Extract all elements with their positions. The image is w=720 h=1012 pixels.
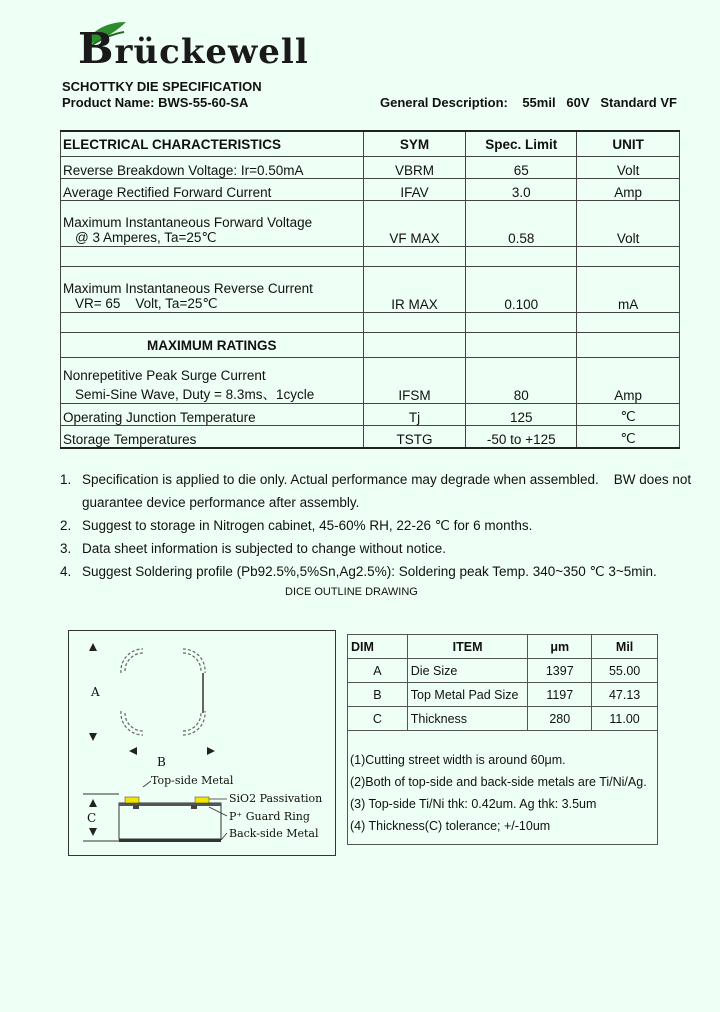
arrow-right-icon: [207, 747, 215, 755]
table-row: [61, 426, 680, 448]
doc-title: SCHOTTKY DIE SPECIFICATION: [62, 79, 262, 94]
row-name: Operating Junction Temperature: [61, 404, 364, 426]
table-row: [61, 404, 680, 426]
arrow-left-icon: [129, 747, 137, 755]
row-unit: Amp: [577, 179, 680, 201]
notes-list: [60, 468, 700, 583]
list-item: (4) Thickness(C) tolerance; +/-10um: [350, 819, 551, 833]
label-b: B: [157, 755, 166, 769]
row-unit: Volt: [577, 157, 680, 179]
table-row: [61, 179, 680, 201]
note-text: Suggest to storage in Nitrogen cabinet, 45-60% RH, 22-26 ℃ for 6 months.: [82, 518, 533, 533]
die-outline: [121, 649, 205, 735]
col-header-characteristic: ELECTRICAL CHARACTERISTICS: [61, 131, 364, 157]
label-c: C: [87, 811, 97, 825]
col-header-item: ITEM: [407, 635, 528, 659]
row-condition: @ 3 Amperes, Ta=25℃: [75, 230, 217, 245]
list-item: 1. Specification is applied to die only. Actual performance may degrade when assembled. BW does not guarantee device performance after assembly.: [60, 468, 700, 514]
arrow-down-icon: [89, 733, 97, 741]
table-row: B Top Metal Pad Size 1197 47.13: [348, 683, 658, 707]
max-ratings-title: MAXIMUM RATINGS: [61, 333, 364, 358]
back-metal-label: Back-side Metal: [229, 827, 319, 840]
row-limit: 0.100: [466, 267, 577, 313]
top-metal-label: Top-side Metal: [151, 774, 234, 787]
table-row: C Thickness 280 11.00: [348, 707, 658, 731]
arrow-up-icon: [89, 643, 97, 651]
list-item: (1)Cutting street width is around 60μm.: [350, 753, 566, 767]
col-header-limit: Spec. Limit: [466, 131, 577, 157]
row-unit: ℃: [577, 404, 680, 426]
col-header-sym: SYM: [363, 131, 466, 157]
row-limit: 3.0: [466, 179, 577, 201]
table-header-row: [61, 131, 680, 157]
row-name: Average Rectified Forward Current: [61, 179, 364, 201]
row-limit: 80: [466, 358, 577, 404]
row-condition: Semi-Sine Wave, Duty = 8.3ms、1cycle: [75, 387, 315, 402]
row-sym: VF MAX: [363, 201, 466, 247]
guard-ring-label: P⁺ Guard Ring: [229, 810, 310, 823]
row-name: Maximum Instantaneous Forward Voltage: [63, 215, 313, 230]
cross-section: [83, 781, 227, 842]
list-item: (2)Both of top-side and back-side metals are Ti/Ni/Ag.: [350, 775, 647, 789]
table-row: [61, 157, 680, 179]
row-limit: 65: [466, 157, 577, 179]
row-name: Storage Temperatures: [61, 426, 364, 448]
row-unit: Volt: [577, 201, 680, 247]
row-name: Reverse Breakdown Voltage: Ir=0.50mA: [61, 157, 364, 179]
row-name-cell: [61, 358, 364, 404]
spacer-row: [61, 247, 680, 267]
dice-outline-drawing: [68, 630, 336, 856]
col-header-um: μm: [528, 635, 592, 659]
col-header-dim: DIM: [348, 635, 408, 659]
row-unit: ℃: [577, 426, 680, 448]
list-item: 4. Suggest Soldering profile (Pb92.5%,5%Sn,Ag2.5%): Soldering peak Temp. 340~350 ℃ 3~5min.: [60, 560, 700, 583]
row-sym: Tj: [363, 404, 466, 426]
section-header-row: [61, 333, 680, 358]
row-limit: 0.58: [466, 201, 577, 247]
dimension-table: [347, 634, 658, 731]
spacer-row: [61, 313, 680, 333]
row-name: Maximum Instantaneous Reverse Current: [63, 281, 313, 296]
row-condition: VR= 65 Volt, Ta=25℃: [75, 296, 218, 311]
row-sym: VBRM: [363, 157, 466, 179]
row-sym: IFSM: [363, 358, 466, 404]
note-text: guarantee device performance after assembly.: [82, 495, 360, 510]
table-row: [61, 358, 680, 404]
row-sym: IR MAX: [363, 267, 466, 313]
table-row: [61, 201, 680, 247]
general-description: General Description: 55mil 60V Standard VF: [380, 95, 677, 110]
table-header-row: [348, 635, 658, 659]
row-name: Nonrepetitive Peak Surge Current: [63, 368, 266, 383]
list-item: (3) Top-side Ti/Ni thk: 0.42um. Ag thk: 3.5um: [350, 797, 597, 811]
table-row: A Die Size 1397 55.00: [348, 659, 658, 683]
col-header-mil: Mil: [592, 635, 658, 659]
note-text: Suggest Soldering profile (Pb92.5%,5%Sn,Ag2.5%): Soldering peak Temp. 340~350 ℃ 3~5min.: [82, 564, 657, 579]
dice-outline-title: DICE OUTLINE DRAWING: [285, 586, 418, 598]
row-name-cell: [61, 267, 364, 313]
product-name: Product Name: BWS-55-60-SA: [62, 95, 249, 110]
row-unit: Amp: [577, 358, 680, 404]
table-row: [61, 267, 680, 313]
row-limit: -50 to +125: [466, 426, 577, 448]
electrical-spec-table: [60, 130, 680, 449]
col-header-unit: UNIT: [577, 131, 680, 157]
list-item: 2. Suggest to storage in Nitrogen cabinet, 45-60% RH, 22-26 ℃ for 6 months.: [60, 514, 700, 537]
row-unit: mA: [577, 267, 680, 313]
logo-wordmark: Brückewell: [78, 24, 309, 73]
note-text: Specification is applied to die only. Actual performance may degrade when assembled. BW does not: [82, 472, 692, 487]
row-sym: IFAV: [363, 179, 466, 201]
dimension-notes: [347, 727, 658, 845]
row-limit: 125: [466, 404, 577, 426]
row-sym: TSTG: [363, 426, 466, 448]
list-item: 3. Data sheet information is subjected to change without notice.: [60, 537, 700, 560]
label-a: A: [91, 685, 100, 699]
note-text: Data sheet information is subjected to change without notice.: [82, 541, 446, 556]
sio2-label: SiO2 Passivation: [229, 792, 323, 805]
row-name-cell: [61, 201, 364, 247]
